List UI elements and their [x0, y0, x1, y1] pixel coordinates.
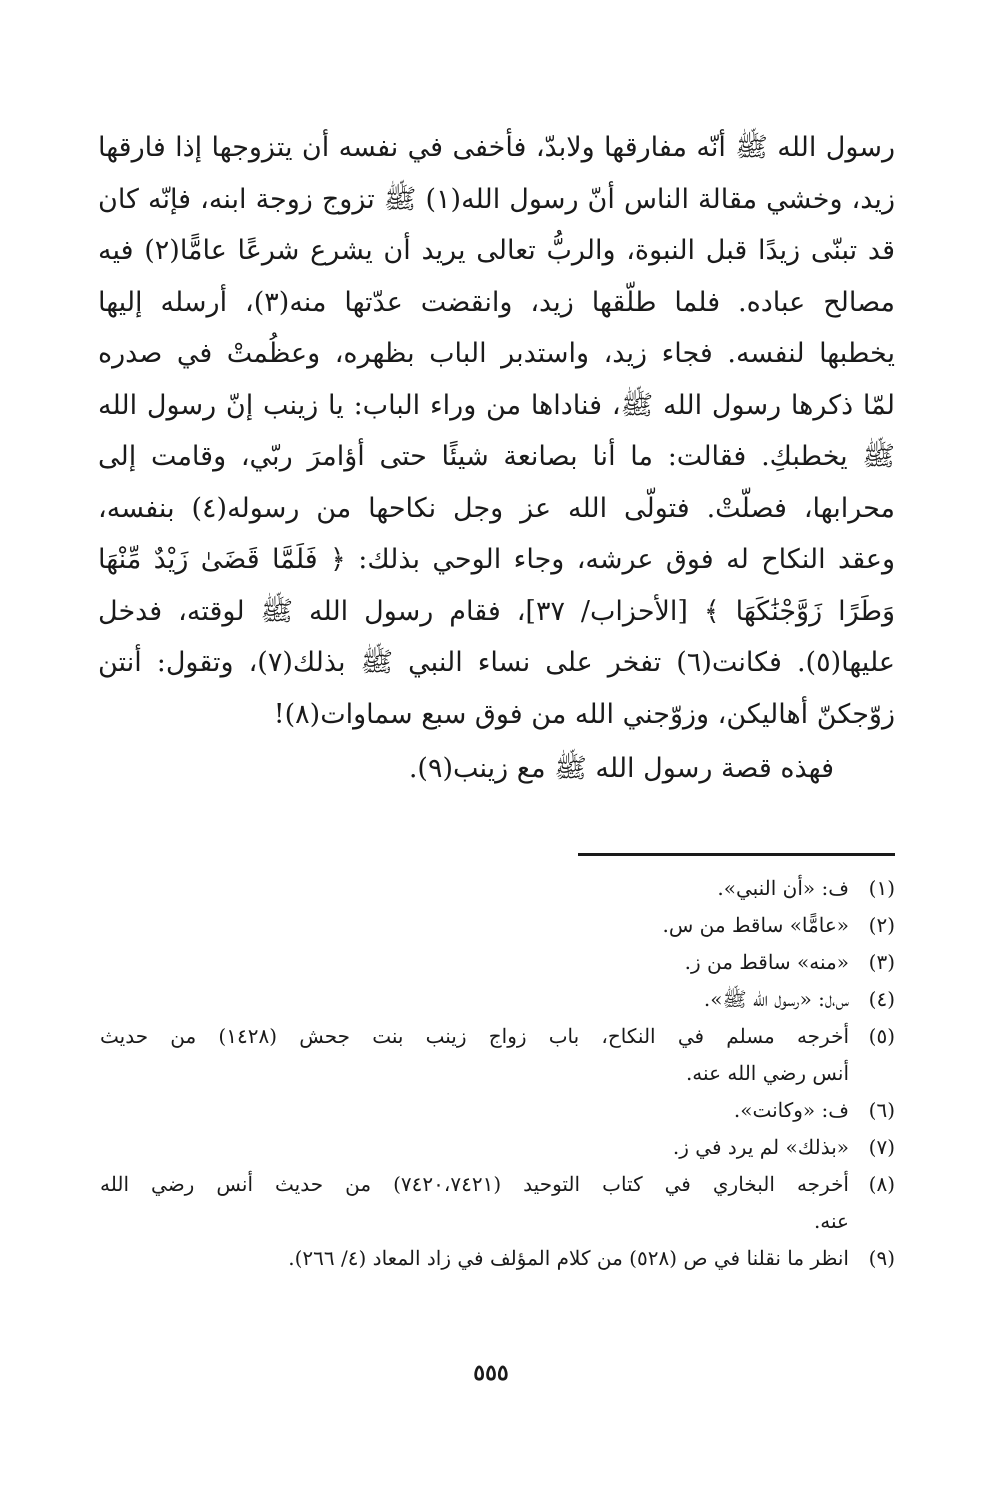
- page-number: ٥٥٥: [473, 1360, 509, 1386]
- footnote-number: (٥): [868, 1024, 895, 1048]
- footnotes: [100, 870, 895, 1277]
- footnote-number: (٩): [868, 1246, 895, 1270]
- footnote-number: (٣): [868, 950, 895, 974]
- footnote-number: (٤): [868, 987, 895, 1011]
- footnote-text: ف: «أن النبي».: [717, 876, 849, 900]
- footnote-number: (١): [868, 876, 895, 900]
- footnote: [100, 1092, 895, 1129]
- footnote: [100, 1018, 895, 1092]
- text-line: رسول الله ﷺ أنّه مفارقها ولابدّ، فأخفى في نفسه أن يتزوجها إذا فارقها: [98, 132, 895, 163]
- footnote-text: عنه.: [813, 1209, 849, 1233]
- closing-sentence: فهذه قصة رسول الله ﷺ مع زينب(٩).: [408, 753, 834, 784]
- footnote: [100, 1240, 895, 1277]
- text-line: وَطَرًا زَوَّجْنَٰكَهَا ﴾ [الأحزاب/ ٣٧]، فقام رسول الله ﷺ لوقته، فدخل: [98, 595, 895, 627]
- footnote-text: س،ل: «رسول الله ﷺ».: [703, 987, 849, 1011]
- footnote-text: «بذلك» لم يرد في ز.: [672, 1135, 849, 1159]
- footnote-text: أنس رضي الله عنه.: [685, 1061, 849, 1085]
- footnote-number: (٢): [868, 913, 895, 937]
- footnote-text: انظر ما نقلنا في ص (٥٢٨) من كلام المؤلف في زاد المعاد (٤/ ٢٦٦).: [288, 1246, 849, 1270]
- footnote-text: أخرجه البخاري في كتاب التوحيد (٧٤٢٠،٧٤٢١) من حديث أنس رضي الله: [100, 1172, 849, 1196]
- footnote: [100, 1166, 895, 1240]
- text-line: ﷺ يخطبكِ. فقالت: ما أنا بصانعة شيئًا حتى أؤامرَ ربّي، وقامت إلى: [98, 441, 895, 472]
- footnote: [100, 907, 895, 944]
- main-text: [98, 122, 895, 740]
- footnote-number: (٨): [868, 1172, 895, 1196]
- text-line: لمّا ذكرها رسول الله ﷺ، فناداها من وراء الباب: يا زينب إنّ رسول الله: [98, 389, 895, 421]
- footnote-text: «منه» ساقط من ز.: [684, 950, 849, 974]
- footnote-separator: [578, 853, 895, 856]
- text-line: زيد، وخشي مقالة الناس أنّ رسول الله(١) ﷺ تزوج زوجة ابنه، فإنّه كان: [98, 183, 895, 215]
- footnote-text: أخرجه مسلم في النكاح، باب زواج زينب بنت جحش (١٤٢٨) من حديث: [100, 1024, 849, 1048]
- text-line: وعقد النكاح له فوق عرشه، وجاء الوحي بذلك: ﴿ فَلَمَّا قَضَىٰ زَيْدٌ مِّنْهَا: [98, 544, 895, 575]
- text-line: زوّجكنّ أهاليكن، وزوّجني الله من فوق سبع سماوات(٨)!: [273, 698, 895, 730]
- footnote-text: ف: «وكانت».: [733, 1098, 849, 1122]
- footnote: [100, 1129, 895, 1166]
- text-line: محرابها، فصلّتْ. فتولّى الله عز وجل نكاحها من رسوله(٤) بنفسه،: [98, 492, 895, 524]
- footnote: [100, 944, 895, 981]
- text-line: عليها(٥). فكانت(٦) تفخر على نساء النبي ﷺ بذلك(٧)، وتقول: أنتن: [98, 647, 895, 678]
- footnote: [100, 981, 895, 1018]
- footnote-number: (٧): [868, 1135, 895, 1159]
- text-line: يخطبها لنفسه. فجاء زيد، واستدبر الباب بظهره، وعظُمتْ في صدره: [98, 338, 895, 369]
- footnote-text: «عامًّا» ساقط من س.: [662, 913, 849, 937]
- text-line: مصالح عباده. فلما طلّقها زيد، وانقضت عدّتها منه(٣)، أرسله إليها: [98, 286, 895, 318]
- footnote-number: (٦): [868, 1098, 895, 1122]
- footnote: [100, 870, 895, 907]
- text-line: قد تبنّى زيدًا قبل النبوة، والربُّ تعالى يريد أن يشرع شرعًا عامًّا(٢) فيه: [98, 235, 895, 266]
